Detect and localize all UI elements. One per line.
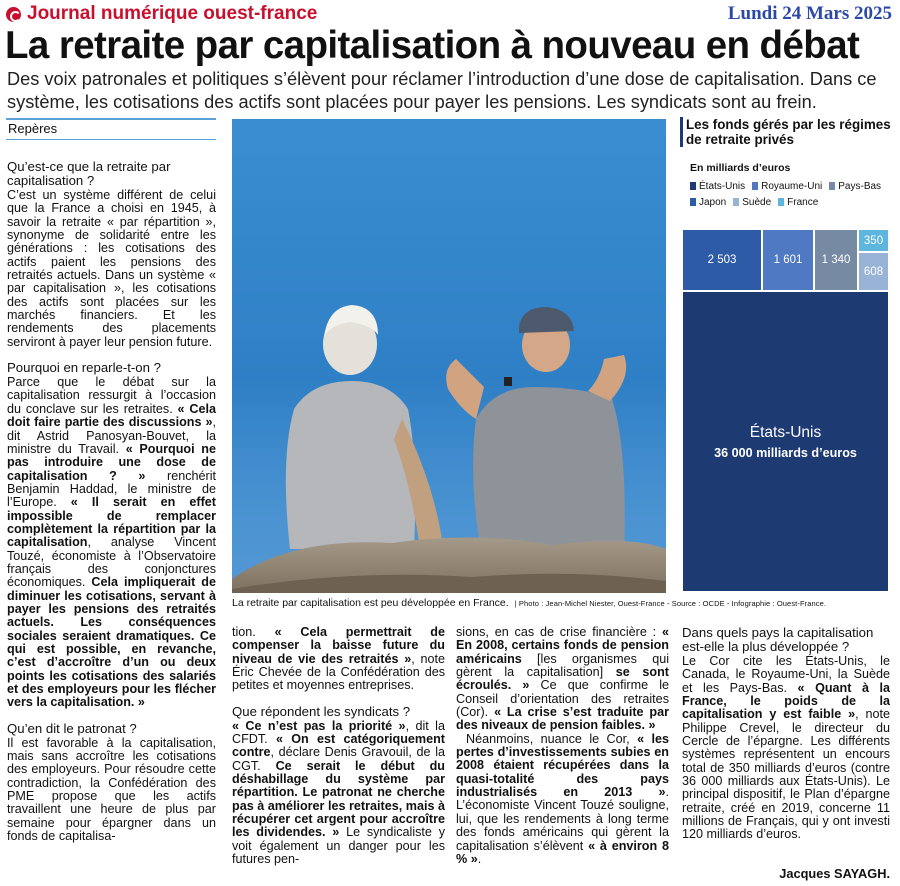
tile-value-label: 1 601: [773, 254, 803, 266]
treemap-tile: [859, 253, 888, 290]
legend-label: France: [787, 197, 819, 208]
chart-legend: [690, 179, 895, 211]
legend-swatch: [829, 182, 835, 190]
answer-text: sions, en cas de crise financière : « En 2008, certains fonds de pension américains [les organismes qui gèrent la capitalisation] se sont écroulés. » Ce que confirme le Conseil d’orientation des retraites (Cor). « La crise s’est traduite par des niveaux de pension faibles. »: [456, 625, 670, 733]
tile-value-label: 2 503: [707, 254, 737, 266]
masthead: [6, 2, 894, 26]
answer-text: Parce que le débat sur la capitalisation ressurgit à l’occasion du conclave sur les retraites. « Cela doit faire partie des discussions », dit Astrid Panosyan-Bouvet, la ministre du Travail. « Pourquoi ne pas introduire une dose de capitalisation ? » renchérit Benjamin Haddad, le ministre de l’Europe. « Il serait en effet impossible de remplacer complètement la répartition par la capitalisation, analyse Vincent Touzé, économiste à l’Observatoire français des conjonctures économiques. Cela impliquerait de diminuer les cotisations, servant à payer les pensions des retraités actuels. Les conséquences sociales seraient dramatiques. Ce qui est possible, en revanche, c’est d’accroître d’un ou deux points les cotisations des salariés et des employeurs pour les flécher vers la capitalisation. »: [7, 375, 217, 710]
standfirst: Des voix patronales et politiques s’élèvent pour réclamer l’introduction d’une dose de capitalisation. Dans ce système, les cotisations des actifs sont placées pour payer les pensions. Les syndicats sont au frein.: [7, 69, 877, 112]
legend-swatch: [778, 198, 784, 206]
column-2: [232, 626, 445, 867]
caption-text: La retraite par capitalisation est peu développée en France.: [232, 597, 509, 609]
chart-title-bar: [680, 117, 683, 147]
tile-value-label: 1 340: [821, 254, 851, 266]
article-photo: [232, 119, 666, 593]
tile-country-label: États-Unis: [749, 423, 822, 441]
answer-text: « Ce n’est pas la priorité », dit la CFDT. « On est catégoriquement contre, déclare Denis Gravouil, de la CGT. Ce serait le début du déshabillage du système par répartition. Le patronat ne cherche pas à améliorer les retraites, mais à récupérer cet argent pour accroître les dividendes. » Le syndicaliste y voit également un danger pour les futures pen-: [232, 718, 445, 867]
legend-entry: [752, 179, 822, 195]
legend-entry: [690, 179, 745, 195]
treemap-chart: [683, 230, 888, 591]
question-heading: Pourquoi en reparle-t-on ?: [7, 360, 161, 376]
legend-label: Suède: [742, 197, 772, 208]
byline: Jacques SAYAGH.: [779, 866, 890, 881]
column-3: [456, 626, 669, 866]
legend-swatch: [690, 182, 696, 190]
question-heading: Que répondent les syndicats ?: [232, 703, 411, 719]
legend-swatch: [690, 198, 696, 206]
answer-text: Il est favorable à la capitalisation, mais sans accroître les cotisations des employeurs. Pour résoudre cette contradiction, la Confédération des PME propose que les actifs travaillent une heure de plus par semaine pour épargner dans un fonds de capitalisa-: [7, 735, 216, 844]
chart-unit: En milliards d’euros: [690, 162, 791, 174]
question-heading: Qu’en dit le patronat ?: [7, 720, 137, 736]
journal-name: Journal numérique ouest-france: [27, 3, 318, 24]
headline: La retraite par capitalisation à nouveau en débat: [5, 24, 860, 67]
treemap-tile: [763, 230, 813, 290]
legend-label: Japon: [699, 197, 727, 208]
tile-value-label: 36 000 milliards d’euros: [714, 445, 857, 460]
legend-swatch: [733, 198, 739, 206]
photo-caption: [232, 597, 897, 609]
reperes-label: Repères: [6, 118, 216, 140]
column-4: [682, 626, 890, 842]
tile-value-label: 608: [863, 265, 884, 278]
question-heading: Dans quels pays la capitalisation est-elle la plus développée ?: [682, 625, 874, 654]
legend-label: Pays-Bas: [838, 181, 882, 192]
treemap-tile: [859, 230, 888, 251]
legend-entry: [690, 195, 726, 211]
chart-title: Les fonds gérés par les régimes de retraite privés: [686, 117, 891, 147]
question-heading: Qu’est-ce que la retraite par capitalisation ?: [7, 159, 171, 188]
legend-label: États-Unis: [699, 181, 746, 192]
photo-credit: | Photo : Jean-Michel Niester, Ouest-France - Source : OCDE - Infographie : Ouest-France.: [514, 599, 827, 608]
tile-value-label: 350: [863, 234, 884, 247]
answer-text: Néanmoins, nuance le Cor, « les pertes d’investissements subies en 2008 étaient récupérées dans la quasi-totalité des pays industrialisés en 2013 ». L’économiste Vincent Touzé souligne, lui, que les rendements à long terme des fonds américains qui gèrent la capitalisation s’élèvent « à environ 8 % ».: [456, 731, 669, 866]
treemap-tile-usa: [683, 292, 888, 591]
legend-swatch: [752, 182, 758, 190]
legend-label: Royaume-Uni: [761, 181, 823, 192]
column-1: [7, 160, 216, 843]
publication-date: Lundi 24 Mars 2025: [727, 3, 892, 24]
answer-text: tion. « Cela permettrait de compenser la baisse future du niveau de vie des retraités », note Éric Chevée de la Confédération des petites et moyennes entreprises.: [232, 625, 445, 693]
answer-text: Le Cor cite les États-Unis, le Canada, le Royaume-Uni, la Suède et les Pays-Bas. « Quant à la France, le poids de la capitalisation y est faible », note Philippe Crevel, le directeur du Cercle de l’épargne. Les différents systèmes représentent un encours total de 350 milliards d’euros (contre 36 000 milliards aux États-Unis). Le principal dispositif, le Plan d’épargne retraite, créé en 2019, concerne 11 millions de Français, qui y ont investi 120 milliards d’euros.: [682, 654, 890, 842]
treemap-tile: [815, 230, 857, 290]
legend-entry: [778, 195, 818, 211]
legend-entry: [829, 179, 881, 195]
ouest-france-logo-icon: [6, 7, 21, 22]
answer-text: C’est un système différent de celui que la France a choisi en 1945, à savoir la retraite « par répartition », synonyme de solidarité entre les générations : les cotisations des actifs paient les pensions des retraités actuels. Dans un système « par capitalisation », les cotisations des actifs sont placées sur les marchés financiers. Et les rendements des placements serviront à payer leur pension future.: [7, 188, 216, 349]
legend-entry: [733, 195, 771, 211]
treemap-tile: [683, 230, 761, 290]
